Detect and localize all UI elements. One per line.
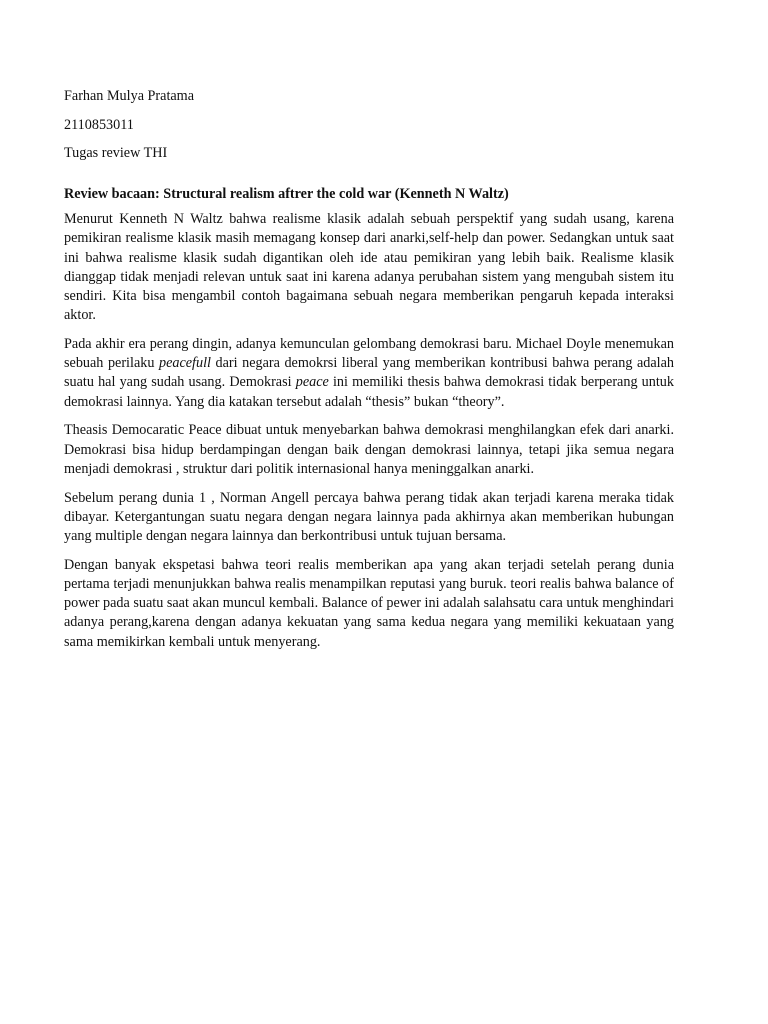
student-id: 2110853011	[64, 116, 134, 133]
paragraph-1-text: Menurut Kenneth N Waltz bahwa realisme klasik adalah sebuah perspektif yang sudah usang, karena pemikiran realisme klasik masih memagang konsep dari anarki,self-help dan power. Sedangkan untuk saat ini bahwa realisme klasik sudah digantikan oleh ide atau pemikiran yang lebih baik. Realisme klasik dianggap tidak menjadi relevan untuk saat ini karena adanya perubahan sistem yang mengubah sistem itu sendiri. Kita bisa mengambil contoh bagaimana sebuah negara memberikan pengaruh kepada interaksi aktor.	[64, 211, 674, 324]
review-title: Review bacaan: Structural realism aftrer the cold war (Kenneth N Waltz)	[64, 186, 509, 203]
peacefull-term: peacefull	[158, 355, 211, 372]
paragraph-2-text-b: dari negara demokrsi liberal yang memberikan kontribusi bahwa perang adalah suatu hal yang sudah usang. Demokrasi	[64, 355, 674, 391]
paragraph-5-text: Dengan banyak ekspetasi bahwa teori realis memberikan apa yang akan terjadi setelah perang dunia pertama terjadi menunjukkan bahwa realis menampilkan reputasi yang buruk. teori realis bahwa balance of power pada suatu saat akan muncul kembali. Balance of pewer ini adalah salahsatu cara untuk menghindari adanya perang,karena dengan adanya kekuatan yang sama kedua negara yang memiliki kekuataan yang sama memikirkan kembali untuk menyerang.	[64, 556, 674, 650]
paragraph-1	[64, 210, 674, 325]
assignment-label: Tugas review THI	[64, 145, 168, 162]
author-name: Farhan Mulya Pratama	[64, 88, 195, 104]
paragraph-2-text-a: Pada akhir era perang dingin, adanya kemunculan gelombang demokrasi baru. Michael Doyle menemukan sebuah perilaku	[64, 336, 674, 372]
document-page	[64, 87, 674, 661]
paragraph-4-text: Sebelum perang dunia 1 , Norman Angell percaya bahwa perang tidak akan terjadi karena meraka tidak dibayar. Ketergantungan suatu negara dengan negara lainnya pada akhirnya akan memberikan hubungan yang multiple dengan negara lainnya dan berkontribusi untuk tujuan bersama.	[64, 489, 674, 545]
paragraph-4	[64, 489, 674, 547]
paragraph-2-text-c: ini memiliki thesis bahwa demokrasi tidak berperang untuk demokrasi lainnya. Yang dia katakan tersebut adalah “thesis” bukan “theory”.	[64, 374, 674, 410]
paragraph-3-text: Theasis Democaratic Peace dibuat untuk menyebarkan bahwa demokrasi menghilangkan efek dari anarki. Demokrasi bisa hidup berdampingan dengan baik dengan demokrasi lainnya, tetapi jika semua negara menjadi demokrasi , struktur dari politik internasional hanya meninggalkan anarki.	[64, 422, 674, 477]
paragraph-2	[64, 335, 674, 412]
peace-term: peace	[295, 374, 329, 391]
paragraph-5	[64, 556, 674, 652]
paragraph-3	[64, 421, 674, 479]
